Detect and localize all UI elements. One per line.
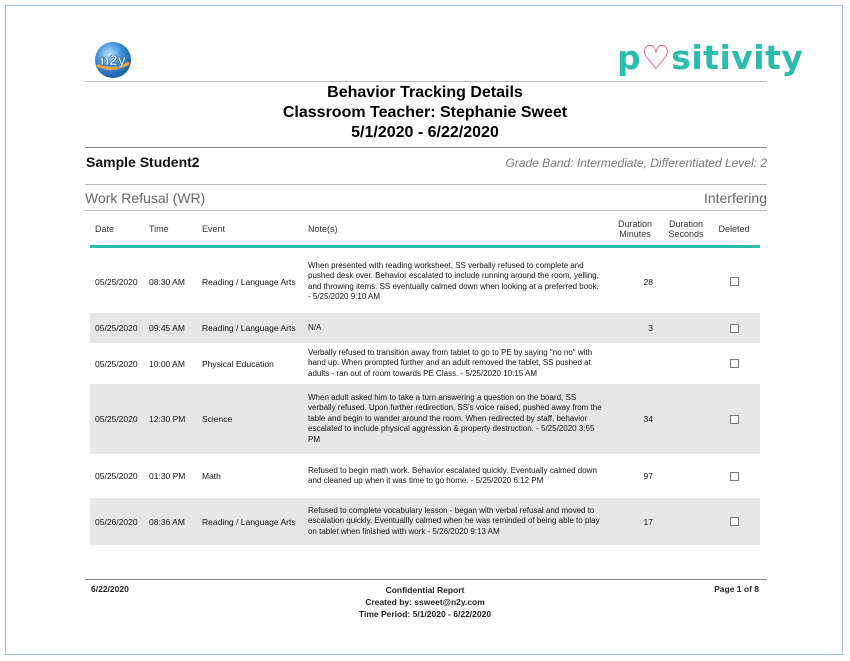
table-row bbox=[90, 343, 760, 384]
behavior-rule bbox=[85, 210, 767, 211]
row-deleted bbox=[710, 250, 758, 313]
title-rule bbox=[85, 147, 767, 148]
created-by: Created by: ssweet@n2y.com bbox=[365, 597, 485, 607]
grade-band: Grade Band: Intermediate, Differentiated Level: 2 bbox=[505, 156, 767, 170]
row-time: 10:00 AM bbox=[149, 358, 185, 369]
row-event: Physical Education bbox=[202, 358, 274, 369]
table-row bbox=[90, 454, 760, 498]
row-seconds bbox=[661, 498, 701, 545]
row-date: 05/25/2020 bbox=[95, 323, 138, 333]
row-event: Science bbox=[202, 414, 233, 424]
report-title: Behavior Tracking Details bbox=[327, 84, 523, 101]
footer-print-date: 6/22/2020 bbox=[91, 584, 129, 594]
row-minutes: 34 bbox=[643, 414, 653, 424]
deleted-checkbox[interactable] bbox=[730, 359, 739, 368]
row-minutes: 17 bbox=[643, 516, 653, 527]
deleted-checkbox[interactable] bbox=[730, 472, 739, 481]
col-notes: Note(s) bbox=[308, 223, 338, 234]
table-header bbox=[90, 212, 760, 248]
col-event: Event bbox=[202, 223, 226, 234]
behavior-type: Interfering bbox=[703, 190, 767, 206]
row-event: Reading / Language Arts bbox=[202, 323, 296, 333]
table-row bbox=[90, 498, 760, 545]
confidential-label: Confidential Report bbox=[385, 585, 465, 595]
date-range: 5/1/2020 - 6/22/2020 bbox=[351, 124, 499, 141]
teacher-line: Classroom Teacher: Stephanie Sweet bbox=[282, 104, 568, 121]
col-deleted: Deleted bbox=[718, 223, 750, 234]
table-row bbox=[90, 313, 760, 343]
row-note: N/A bbox=[308, 322, 322, 332]
row-note: When adult asked him to take a turn answering a question on the board, SS verbally refused. Upon further redirection, SS's voice raised, pushed away from the table and begin to wander around the room. When redirected by staff, behavior escalated to include physical aggression & property destruction. - 5/25/2020 3:55 PM bbox=[308, 392, 602, 444]
heart-icon: ♡ bbox=[641, 38, 672, 77]
row-time: 01:30 PM bbox=[149, 471, 186, 481]
student-name: Sample Student2 bbox=[86, 154, 200, 170]
n2y-logo bbox=[93, 41, 133, 79]
report-title-block bbox=[90, 83, 760, 143]
table-row bbox=[90, 250, 760, 313]
row-deleted bbox=[710, 343, 758, 384]
col-duration-minutes: Duration Minutes bbox=[617, 218, 653, 239]
behavior-name: Work Refusal (WR) bbox=[85, 190, 206, 206]
table-row bbox=[90, 384, 760, 454]
row-deleted bbox=[710, 498, 758, 545]
row-minutes: 97 bbox=[643, 471, 653, 481]
row-note: Refused to begin math work. Behavior escalated quickly. Eventually calmed down and cleaned up when it was time to go home. - 5/25/2020 6:12 PM bbox=[308, 465, 597, 485]
row-seconds bbox=[661, 454, 701, 498]
n2y-logo-text: n2y bbox=[100, 52, 126, 69]
row-deleted bbox=[710, 384, 758, 454]
time-period: Time Period: 5/1/2020 - 6/22/2020 bbox=[358, 609, 492, 619]
deleted-checkbox[interactable] bbox=[730, 324, 739, 333]
student-rule bbox=[85, 184, 767, 185]
row-deleted bbox=[710, 313, 758, 343]
header-rule bbox=[85, 81, 767, 82]
row-minutes: 28 bbox=[643, 276, 653, 287]
row-time: 08:30 AM bbox=[149, 276, 185, 287]
row-time: 08:36 AM bbox=[149, 516, 185, 527]
row-note: Verbally refused to transition away from tablet to go to PE by saying "no no" with hand up. When prompted further and an adult removed the tablet, SS pushed at adults - ran out of room towards PE Class. - 5/25/2020 10:15 AM bbox=[308, 347, 593, 378]
row-date: 05/25/2020 bbox=[95, 276, 138, 287]
deleted-checkbox[interactable] bbox=[730, 517, 739, 526]
deleted-checkbox[interactable] bbox=[730, 277, 739, 286]
row-event: Reading / Language Arts bbox=[202, 276, 296, 287]
deleted-checkbox[interactable] bbox=[730, 415, 739, 424]
row-minutes: 3 bbox=[648, 323, 653, 333]
page-number: Page 1 of 8 bbox=[714, 584, 759, 594]
behavior-table bbox=[90, 212, 760, 545]
row-note: Refused to complete vocabulary lesson - began with verbal refusal and moved to escalation quickly. Eventuallly calmed when he was reminded of being able to play on tablet when finished with work - 5/26/2020 9:13 AM bbox=[308, 505, 600, 536]
positivity-logo: p♡sitivity bbox=[617, 38, 804, 77]
footer-center bbox=[290, 584, 560, 620]
row-date: 05/26/2020 bbox=[95, 516, 138, 527]
row-event: Reading / Language Arts bbox=[202, 516, 296, 527]
row-seconds bbox=[661, 250, 701, 313]
row-time: 12:30 PM bbox=[149, 414, 186, 424]
row-minutes bbox=[610, 343, 653, 384]
row-event: Math bbox=[202, 471, 221, 481]
row-seconds bbox=[661, 343, 701, 384]
col-time: Time bbox=[149, 223, 169, 234]
row-note: When presented with reading worksheet, SS verbally refused to complete and pushed desk over. Behavior escalated to include running around the room, yelling, and throwing items. SS eventually calmed down when looking at a preferred book. - 5/25/2020 9:10 AM bbox=[308, 260, 599, 301]
row-seconds bbox=[661, 313, 701, 343]
footer-rule bbox=[85, 579, 767, 580]
row-date: 05/25/2020 bbox=[95, 358, 138, 369]
row-date: 05/25/2020 bbox=[95, 414, 138, 424]
row-deleted bbox=[710, 454, 758, 498]
row-seconds bbox=[661, 384, 701, 454]
col-date: Date bbox=[95, 223, 115, 234]
row-date: 05/25/2020 bbox=[95, 471, 138, 481]
col-duration-seconds: Duration Seconds bbox=[668, 218, 704, 239]
row-time: 09:45 AM bbox=[149, 323, 185, 333]
